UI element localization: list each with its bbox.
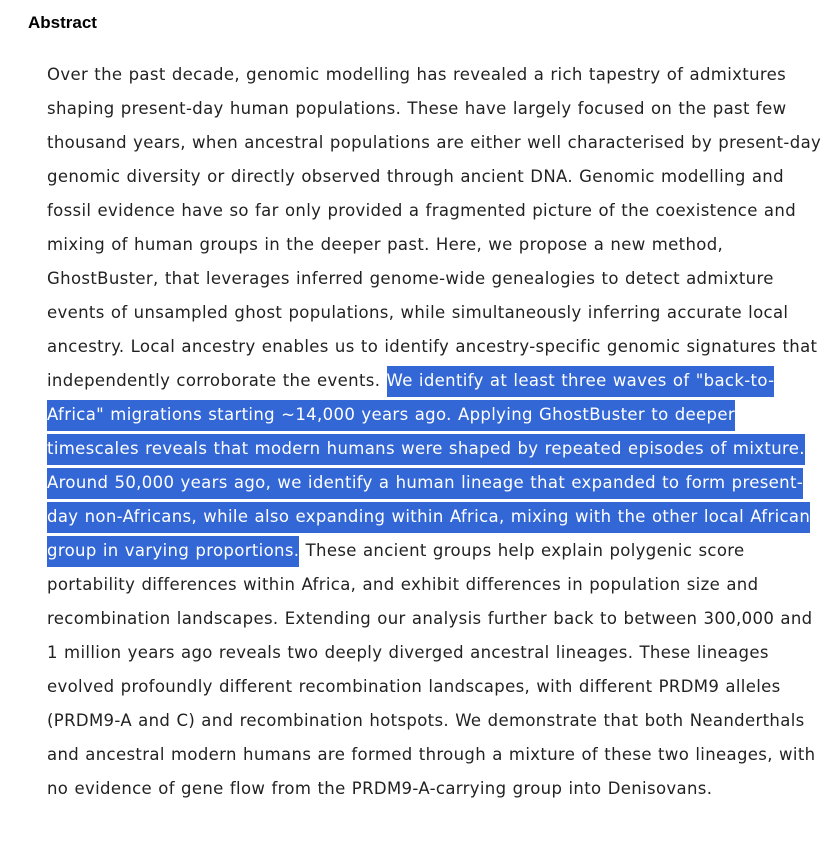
abstract-text[interactable] [47,58,822,806]
abstract-text-after-selection: These ancient groups help explain polygenic score portability differences within Africa, and exhibit differences in population size and recombination landscapes. Extending our analysis further back to between 300,000 and 1 million years ago reveals two deeply diverged ancestral lineages. These lineages evolved profoundly different recombination landscapes, with different PRDM9 alleles (PRDM9-A and C) and recombination hotspots. We demonstrate that both Neanderthals and ancestral modern humans are formed through a mixture of these two lineages, with no evidence of gene flow from the PRDM9-A-carrying group into Denisovans. [47,541,816,798]
selected-text-highlight[interactable]: We identify at least three waves of "back-to-Africa" migrations starting ~14,000 years ago. Applying GhostBuster to deeper timescales reveals that modern humans were shaped by repeated episodes of mixture. Around 50,000 years ago, we identify a human lineage that expanded to form present-day non-Africans, while also expanding within Africa, mixing with the other local African group in varying proportions. [47,366,810,567]
abstract-text-before-selection: Over the past decade, genomic modelling has revealed a rich tapestry of admixtures shaping present-day human populations. These have largely focused on the past few thousand years, when ancestral populations are either well characterised by present-day genomic diversity or directly observed through ancient DNA. Genomic modelling and fossil evidence have so far only provided a fragmented picture of the coexistence and mixing of human groups in the deeper past. Here, we propose a new method, GhostBuster, that leverages inferred genome-wide genealogies to detect admixture events of unsampled ghost populations, while simultaneously inferring accurate local ancestry. Local ancestry enables us to identify ancestry-specific genomic signatures that independently corroborate the events. [47,65,822,390]
abstract-heading: Abstract [28,13,97,32]
